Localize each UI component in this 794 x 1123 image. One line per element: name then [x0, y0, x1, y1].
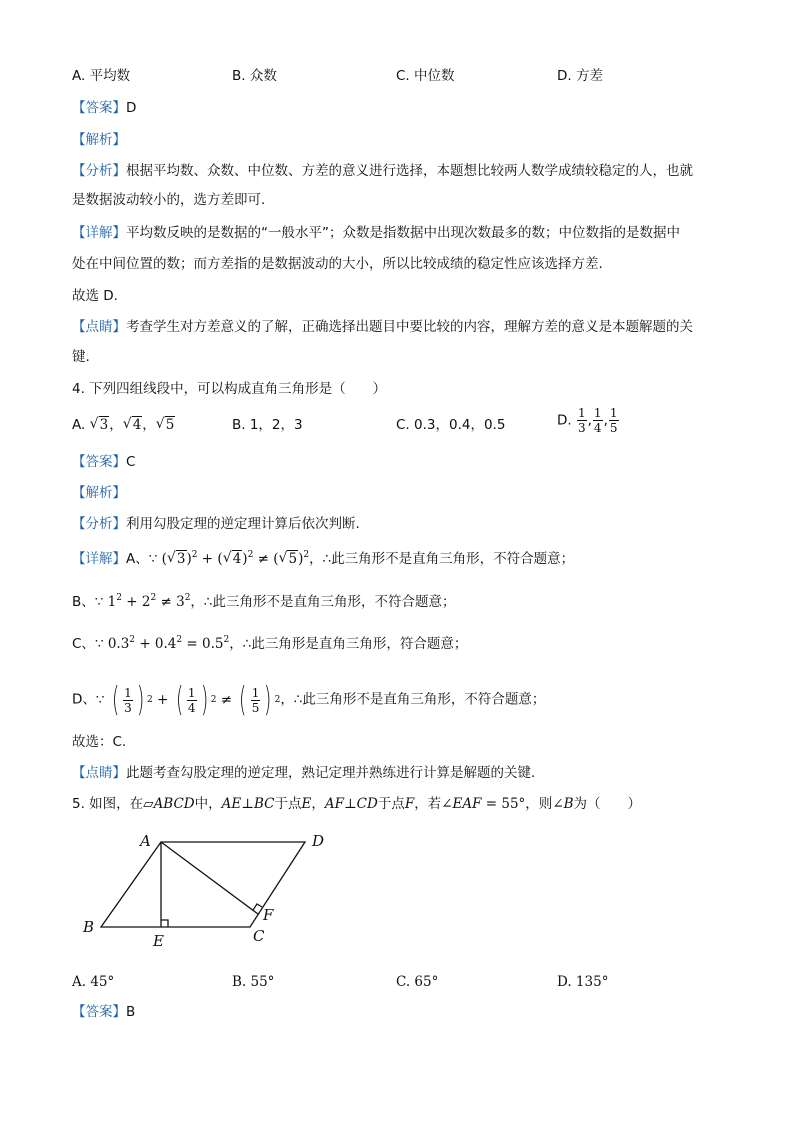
q3-choose: 故选 D. [72, 288, 118, 304]
formula-a: ∵ (√ 3)$^2$ + (√ 4)$^2$ ≠ (√ 5)$^2$ [149, 551, 309, 567]
dianjing-text: 此题考查勾股定理的逆定理，熟记定理并熟练进行计算是解题的关键. [126, 765, 536, 781]
fenxi-text: 根据平均数、众数、中位数、方差的意义进行选择，本题想比较两人数学成绩较稳定的人，也就 [126, 163, 693, 179]
label-c: C [253, 927, 265, 945]
q4-choose: 故选：C. [72, 734, 127, 750]
q3-fenxi-line1 [72, 161, 693, 181]
fenxi-tag: 【分析】 [72, 163, 126, 179]
q3-option-a: A. 平均数 [72, 68, 131, 84]
q4-option-a: A. √ 3，√ 4，√ 5 [72, 415, 175, 435]
q4-detail-d: D、∵ ( $\frac{1}{3}$ ) 2 + ( $\frac{1}{4}$ ) 2 ≠ ( $\frac{1}{5}$ ) 2 ，∴此三角形不是直角三角形，不符合题意； [72, 680, 546, 720]
q4-analysis-tag: 【解析】 [72, 485, 126, 501]
option-label: A. [72, 417, 86, 433]
q5-answer [72, 1002, 135, 1022]
label-d: D [312, 832, 325, 850]
sqrt-3: √ 3 [90, 415, 110, 435]
label-f: F [263, 906, 274, 924]
parallelogram-figure [70, 826, 340, 950]
fenxi-tag: 【分析】 [72, 516, 126, 532]
q4-dianjing [72, 763, 535, 783]
answer-value: B [126, 1004, 136, 1020]
answer-tag: 【答案】 [72, 100, 126, 116]
q4-detail-b: B、∵ $1^2 + 2^2 \ne 3^2$，∴此三角形不是直角三角形，不符合题意； [72, 593, 456, 610]
q3-option-b: B. 众数 [232, 68, 277, 84]
q3-xiangjie-line2: 处在中间位置的数；而方差指的是数据波动的大小，所以比较成绩的稳定性应该选择方差. [72, 256, 603, 272]
q4-fenxi [72, 514, 360, 534]
answer-value: D [126, 100, 137, 116]
q3-dianjing-line2: 键. [72, 349, 90, 365]
q4-option-d: D. $\frac{1}{3}$ , $\frac{1}{4}$ , $\frac{1}{5}$ [557, 406, 618, 435]
formula-c: ∵ $0.3^2 + 0.4^2 = 0.5^2$ [94, 635, 230, 652]
q5-option-b: B. 55° [232, 974, 275, 990]
q3-answer [72, 98, 136, 118]
q5-option-d: D. 135° [557, 974, 609, 990]
sqrt-4: √ 4 [123, 415, 143, 435]
q5-option-a: A. 45° [72, 974, 115, 990]
parallelogram-abcd [101, 842, 305, 927]
q3-fenxi-line2: 是数据波动较小的，选方差即可. [72, 192, 266, 208]
q5-option-c: C. 65° [396, 974, 439, 990]
q3-option-d: D. 方差 [557, 68, 603, 84]
q4-detail-a: 【详解】A、∵ (√ 3)$^2$ + (√ 4)$^2$ ≠ (√ 5)$^2$，∴此三角形不是直角三角形，不符合题意； [72, 549, 574, 569]
option-label: D. [557, 412, 572, 429]
fenxi-text: 利用勾股定理的逆定理计算后依次判断. [126, 516, 360, 532]
formula-d: ∵ ( $\frac{1}{3}$ ) 2 + ( $\frac{1}{4}$ ) 2 ≠ ( $\frac{1}{5}$ ) 2 [95, 680, 281, 720]
label-e: E [153, 932, 164, 950]
q4-option-b: B. 1，2，3 [232, 417, 303, 433]
fraction-1-4: $\frac{1}{4}$ [593, 406, 602, 435]
q4-detail-c: C、∵ $0.3^2 + 0.4^2 = 0.5^2$，∴此三角形是直角三角形，符合题意； [72, 635, 468, 652]
answer-value: C [126, 454, 136, 470]
fraction-1-3: $\frac{1}{3}$ [577, 406, 586, 435]
formula-b: ∵ $1^2 + 2^2 \ne 3^2$ [94, 593, 191, 610]
dianjing-tag: 【点睛】 [72, 765, 126, 781]
dianjing-text: 考查学生对方差意义的了解，正确选择出题目中要比较的内容，理解方差的意义是本题解题的关 [126, 319, 693, 335]
answer-tag: 【答案】 [72, 454, 126, 470]
q4-option-c: C. 0.3，0.4，0.5 [396, 417, 506, 433]
right-angle-f [253, 904, 262, 910]
altitude-af [161, 842, 258, 914]
xiangjie-text: 平均数反映的是数据的“一般水平”；众数是指数据中出现次数最多的数；中位数指的是数据中 [126, 225, 680, 241]
q3-option-c: C. 中位数 [396, 68, 455, 84]
q3-xiangjie-line1 [72, 223, 680, 243]
label-b: B [83, 918, 95, 936]
sqrt-5: √ 5 [156, 415, 176, 435]
label-a: A [140, 832, 151, 850]
right-angle-e [161, 920, 168, 927]
fraction-1-5: $\frac{1}{5}$ [609, 406, 618, 435]
q4-answer [72, 452, 135, 472]
q3-analysis-tag: 【解析】 [72, 132, 126, 148]
answer-tag: 【答案】 [72, 1004, 126, 1020]
q3-dianjing-line1 [72, 317, 693, 337]
xiangjie-tag: 【详解】 [72, 551, 126, 567]
xiangjie-tag: 【详解】 [72, 225, 126, 241]
q5-stem: 5. 如图，在▱ABCD中，AE⊥BC于点E，AF⊥CD于点F，若∠EAF = 55°，则∠B为（ ） [72, 796, 642, 812]
q4-stem: 4. 下列四组线段中，可以构成直角三角形是（ ） [72, 381, 387, 397]
dianjing-tag: 【点睛】 [72, 319, 126, 335]
